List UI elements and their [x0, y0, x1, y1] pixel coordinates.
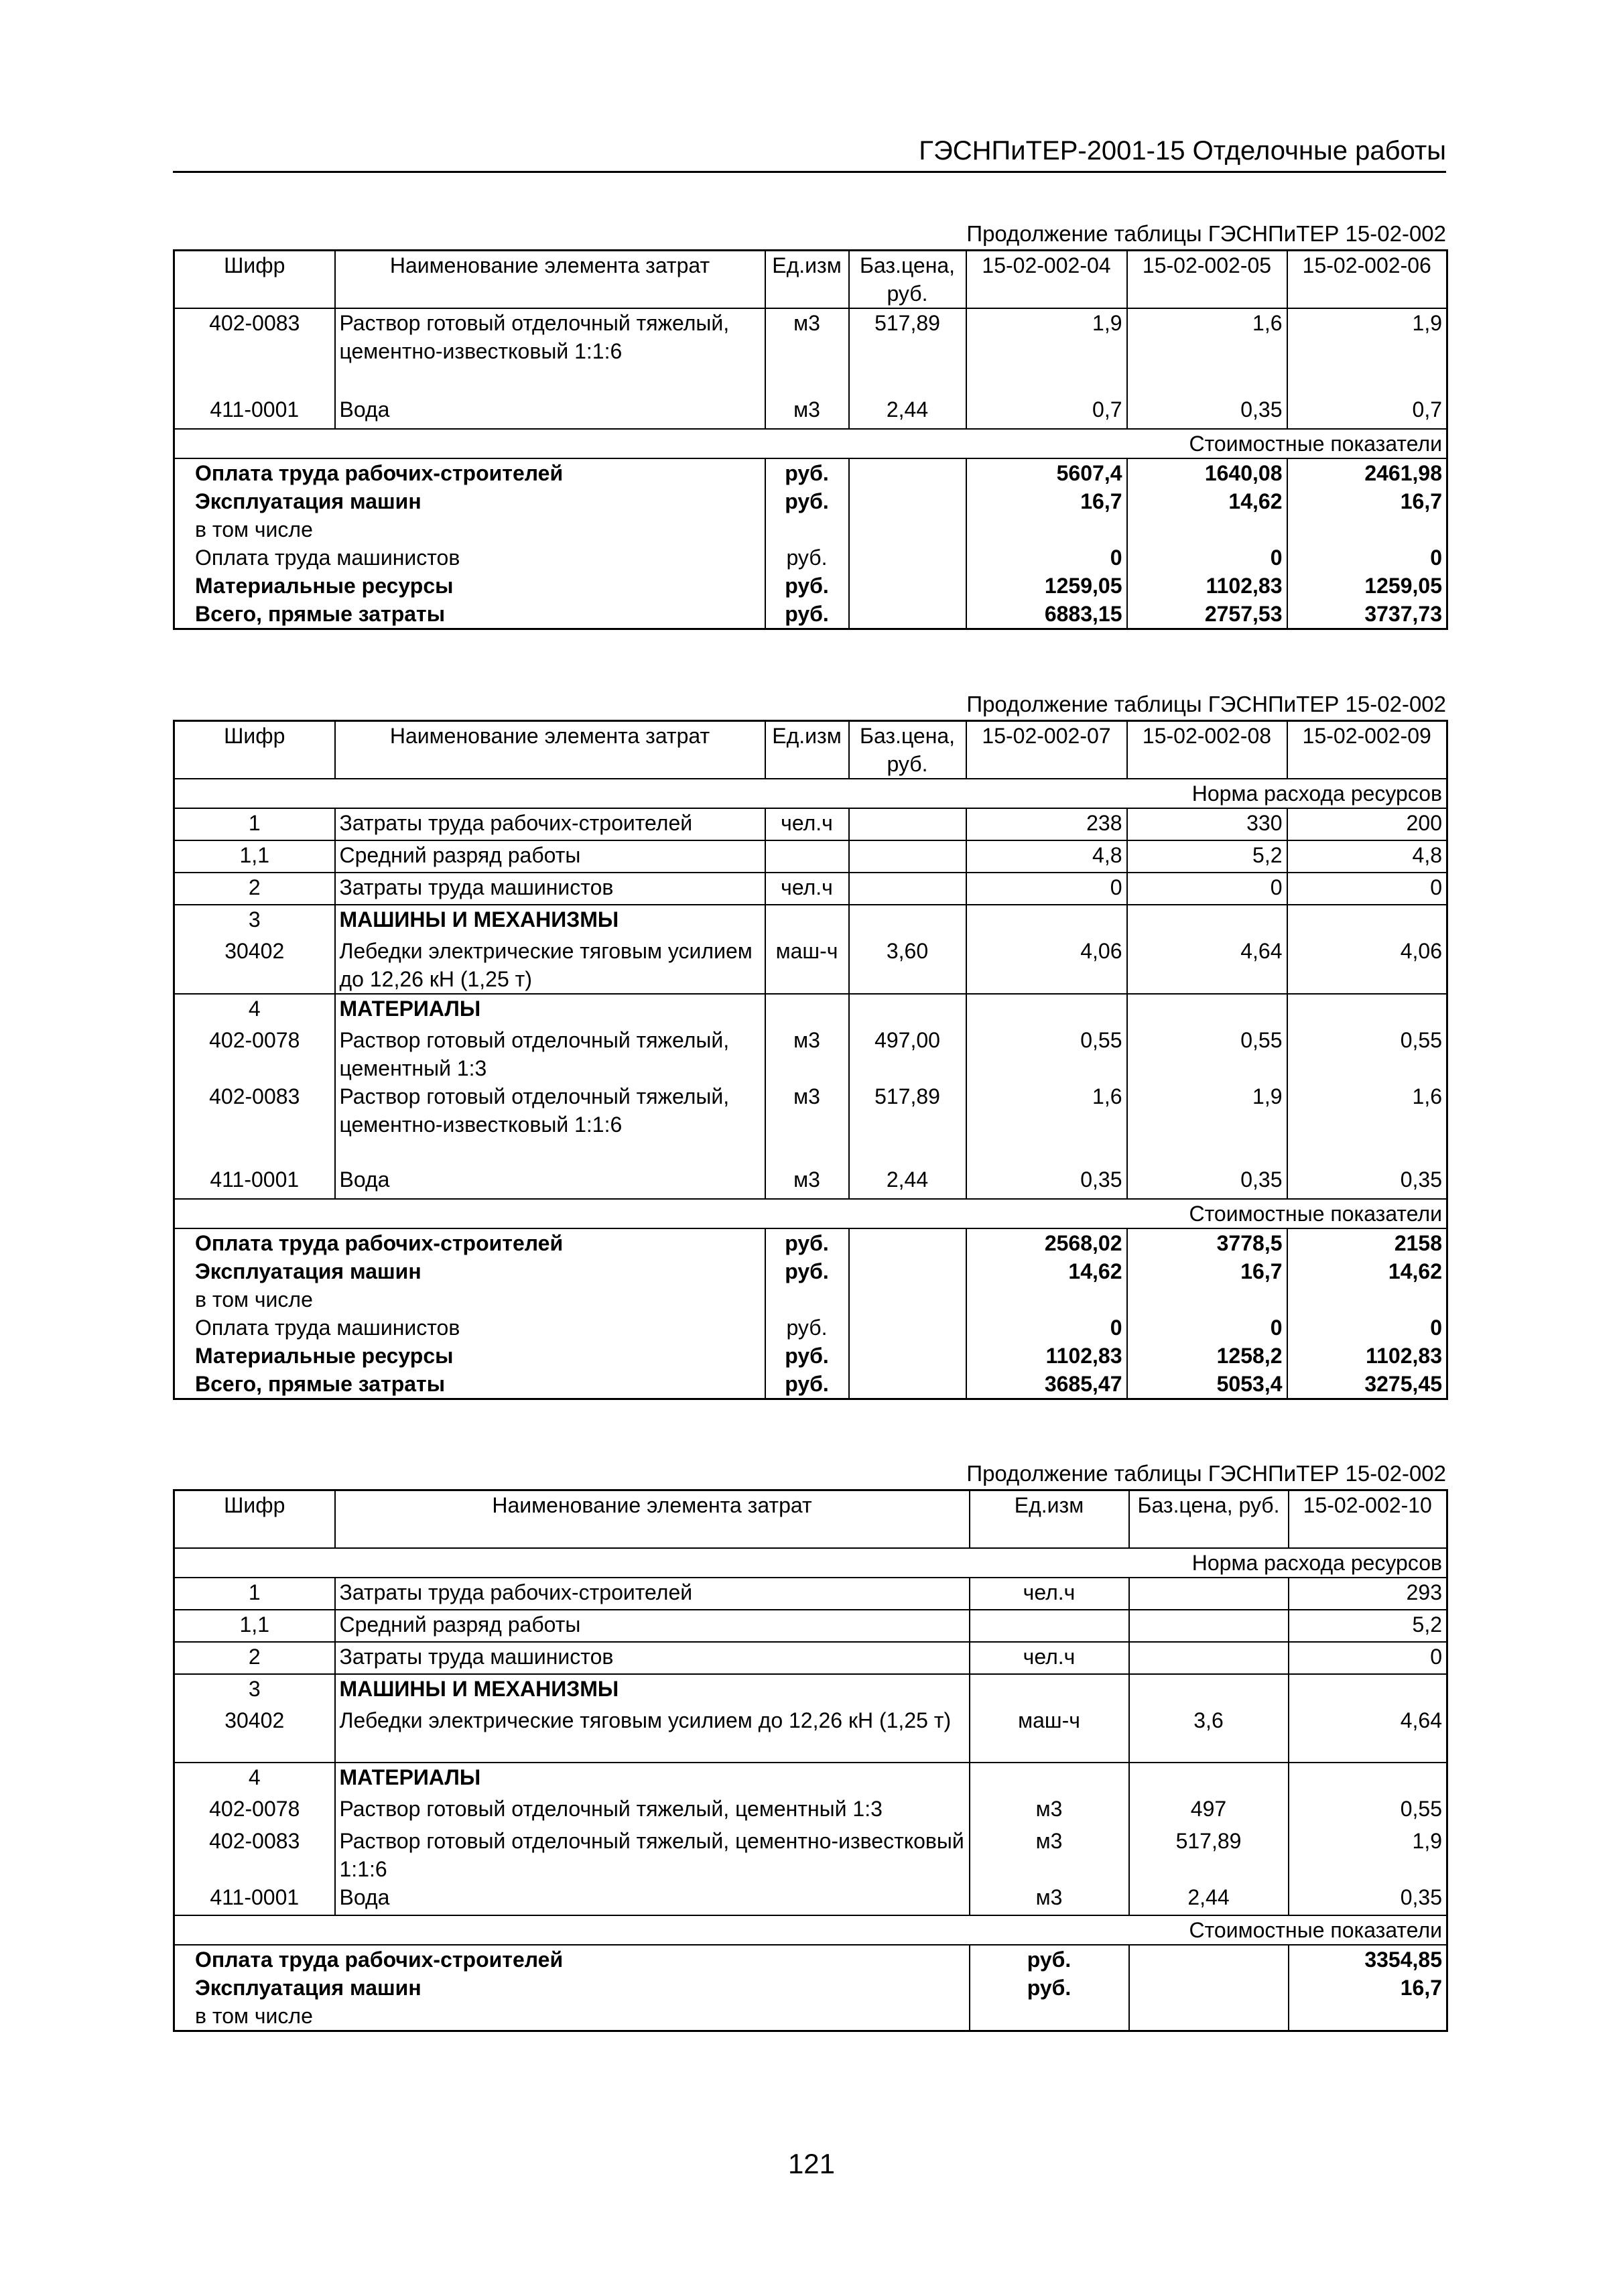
column-header-norm-code: 15-02-002-04	[966, 251, 1127, 309]
row-value	[1289, 1674, 1447, 1706]
cost-row-price	[849, 1342, 966, 1370]
cost-row-unit	[765, 1285, 849, 1314]
row-price	[1129, 1763, 1289, 1795]
column-header-norm-code: 15-02-002-07	[966, 721, 1127, 779]
resource-table-2	[173, 720, 1448, 1400]
row-value: 1,6	[1412, 1084, 1442, 1108]
row-value: 4,8	[1287, 840, 1447, 873]
section-label-cost: Стоимостные показатели	[174, 429, 1447, 458]
row-price: 517,89	[849, 1082, 966, 1165]
table-header-row	[174, 251, 1447, 309]
row-code: 402-0083	[174, 1827, 335, 1883]
table-row	[174, 873, 1447, 905]
row-value: 1,9	[966, 308, 1127, 395]
row-name: Вода	[335, 1883, 970, 1915]
row-unit	[765, 994, 849, 1026]
table-row	[174, 1674, 1447, 1706]
cost-row-value	[1127, 515, 1287, 544]
table-row	[174, 1082, 1447, 1165]
cost-row-value: 14,62	[1127, 487, 1287, 515]
row-value: 0,35	[1289, 1883, 1447, 1915]
column-header-unit: Ед.изм	[765, 721, 849, 779]
cost-row-value: 2461,98	[1364, 461, 1442, 485]
row-unit	[765, 840, 849, 873]
section-label-row	[174, 1548, 1447, 1578]
column-header-norm-code: 15-02-002-06	[1287, 251, 1447, 309]
row-value: 0,35	[1287, 1165, 1447, 1199]
row-value: 0,35	[966, 1165, 1127, 1199]
row-price	[1129, 1642, 1289, 1674]
row-value: 293	[1289, 1578, 1447, 1610]
table-row	[174, 1883, 1447, 1915]
cost-row-price	[849, 572, 966, 600]
cost-row-value: 0	[966, 544, 1127, 572]
table-row	[174, 1827, 1447, 1883]
row-value: 1,6	[966, 1082, 1127, 1165]
cost-row-name: Эксплуатация машин	[174, 487, 765, 515]
cost-row-value: 0	[1430, 1316, 1442, 1340]
cost-row	[174, 487, 1447, 515]
cost-row-price	[849, 1314, 966, 1342]
cost-row-value: 3354,85	[1364, 1948, 1442, 1972]
section-label-row	[174, 779, 1447, 808]
cost-row-value: 1102,83	[1127, 572, 1287, 600]
column-header-unit: Ед.изм	[765, 251, 849, 309]
cost-row-unit	[970, 2002, 1129, 2031]
cost-row-value: 1259,05	[1364, 574, 1442, 598]
section-label-norm: Норма расхода ресурсов	[174, 779, 1447, 808]
table-row	[174, 1795, 1447, 1827]
cost-row-price	[1129, 1974, 1289, 2002]
column-header-code: Шифр	[174, 721, 335, 779]
row-name: Затраты труда рабочих-строителей	[335, 1578, 970, 1610]
row-value: 1,9	[1412, 1829, 1442, 1853]
cost-row-value: 1259,05	[966, 572, 1127, 600]
cost-row-unit: руб.	[765, 600, 849, 629]
cost-row-name: Всего, прямые затраты	[174, 600, 765, 629]
section-label-cost: Стоимостные показатели	[174, 1915, 1447, 1945]
row-code: 4	[174, 1763, 335, 1795]
row-name: МАТЕРИАЛЫ	[335, 1763, 970, 1795]
row-price: 517,89	[849, 308, 966, 395]
table-row	[174, 1026, 1447, 1082]
row-name: Вода	[335, 395, 765, 429]
row-code: 411-0001	[174, 1165, 335, 1199]
row-code: 402-0078	[174, 1026, 335, 1082]
cost-row-value	[966, 515, 1127, 544]
row-price	[1129, 1578, 1289, 1610]
row-unit: м3	[765, 395, 849, 429]
row-name: Затраты труда рабочих-строителей	[335, 808, 765, 840]
row-code: 402-0078	[174, 1795, 335, 1827]
column-header-norm-code: 15-02-002-09	[1287, 721, 1447, 779]
cost-row-unit: руб.	[765, 572, 849, 600]
row-name: МАТЕРИАЛЫ	[335, 994, 765, 1026]
row-unit: м3	[970, 1827, 1129, 1883]
row-value: 1,6	[1127, 308, 1287, 395]
cost-row-name: Оплата труда машинистов	[174, 1314, 765, 1342]
cost-row-value: 1640,08	[1127, 458, 1287, 487]
column-header-name: Наименование элемента затрат	[335, 1490, 970, 1549]
table-row	[174, 840, 1447, 873]
cost-row-price	[1129, 2002, 1289, 2031]
cost-row-value: 0	[1127, 1314, 1287, 1342]
cost-row-price	[849, 515, 966, 544]
cost-row-value: 16,7	[966, 487, 1127, 515]
cost-row-value: 6883,15	[966, 600, 1127, 629]
row-name: Вода	[335, 1165, 765, 1199]
cost-row-price	[849, 1228, 966, 1257]
column-header-code: Шифр	[174, 251, 335, 309]
row-name: Средний разряд работы	[335, 1610, 970, 1642]
cost-row-value	[1289, 2002, 1447, 2031]
column-header-norm-code: 15-02-002-08	[1127, 721, 1287, 779]
cost-row-name: Оплата труда рабочих-строителей	[174, 458, 765, 487]
row-name: Затраты труда машинистов	[335, 873, 765, 905]
row-value: 4,64	[1289, 1706, 1447, 1763]
column-header-unit: Ед.изм	[970, 1490, 1129, 1549]
cost-row	[174, 1342, 1447, 1370]
cost-row-price	[849, 1285, 966, 1314]
row-value: 0,7	[966, 395, 1127, 429]
cost-row	[174, 1257, 1447, 1285]
row-name: Раствор готовый отделочный тяжелый, цементно-известковый 1:1:6	[335, 1082, 765, 1165]
cost-row-value: 1102,83	[1366, 1344, 1442, 1368]
cost-row	[174, 2002, 1447, 2031]
section-label-cost: Стоимостные показатели	[174, 1199, 1447, 1228]
row-price: 497,00	[849, 1026, 966, 1082]
cost-row-name: Эксплуатация машин	[174, 1257, 765, 1285]
resource-table-1	[173, 249, 1448, 630]
column-header-price: Баз.цена, руб.	[1129, 1490, 1289, 1549]
cost-row	[174, 572, 1447, 600]
resource-table-3	[173, 1489, 1448, 2032]
cost-row-price	[849, 458, 966, 487]
row-code: 411-0001	[174, 1883, 335, 1915]
row-value: 0	[1127, 873, 1287, 905]
row-value	[1287, 994, 1447, 1026]
cost-row-unit	[765, 515, 849, 544]
row-value: 200	[1287, 808, 1447, 840]
row-price: 2,44	[849, 395, 966, 429]
cost-row-name: в том числе	[174, 1285, 765, 1314]
section-label-row	[174, 429, 1447, 458]
cost-row-value	[1127, 1285, 1287, 1314]
row-value: 4,64	[1127, 937, 1287, 994]
cost-row-value: 14,62	[1388, 1259, 1442, 1283]
cost-row-value	[1287, 1285, 1447, 1314]
row-name: МАШИНЫ И МЕХАНИЗМЫ	[335, 1674, 970, 1706]
row-value: 0,55	[1400, 1797, 1442, 1821]
row-code: 30402	[174, 1706, 335, 1763]
column-header-name: Наименование элемента затрат	[335, 251, 765, 309]
cost-row-unit: руб.	[765, 1257, 849, 1285]
cost-row-name: в том числе	[174, 2002, 970, 2031]
row-value: 4,06	[966, 937, 1127, 994]
cost-row-price	[849, 544, 966, 572]
row-code: 1,1	[174, 1610, 335, 1642]
row-price: 517,89	[1129, 1827, 1289, 1883]
row-price	[1129, 1610, 1289, 1642]
cost-row	[174, 515, 1447, 544]
row-unit: м3	[765, 1026, 849, 1082]
cost-row-value: 3275,45	[1364, 1372, 1442, 1396]
row-value: 0,55	[1127, 1026, 1287, 1082]
page-header: ГЭСНПиТЕР-2001-15 Отделочные работы	[173, 131, 1446, 173]
table-row	[174, 1610, 1447, 1642]
row-price	[849, 840, 966, 873]
row-price: 3,6	[1129, 1706, 1289, 1763]
cost-row-unit: руб.	[765, 544, 849, 572]
row-name: Средний разряд работы	[335, 840, 765, 873]
column-header-code: Шифр	[174, 1490, 335, 1549]
cost-row-unit: руб.	[970, 1974, 1129, 2002]
cost-row-price	[849, 1257, 966, 1285]
row-unit	[970, 1674, 1129, 1706]
row-price	[1129, 1674, 1289, 1706]
cost-row-value: 16,7	[1400, 489, 1442, 513]
row-value: 0,55	[966, 1026, 1127, 1082]
cost-row-price	[849, 1370, 966, 1399]
row-name: Раствор готовый отделочный тяжелый, цементно-известковый 1:1:6	[335, 308, 765, 395]
row-name: Лебедки электрические тяговым усилием до 12,26 кН (1,25 т)	[335, 1706, 970, 1763]
cost-row-value: 5607,4	[966, 458, 1127, 487]
table-row	[174, 1706, 1447, 1763]
row-price	[849, 808, 966, 840]
row-unit: м3	[765, 308, 849, 395]
row-name: Затраты труда машинистов	[335, 1642, 970, 1674]
row-price: 2,44	[849, 1165, 966, 1199]
cost-row-value: 16,7	[1400, 1976, 1442, 2000]
row-value	[966, 994, 1127, 1026]
cost-row-value: 1258,2	[1127, 1342, 1287, 1370]
row-code: 411-0001	[174, 395, 335, 429]
table-row	[174, 994, 1447, 1026]
section-label-row	[174, 1915, 1447, 1945]
page-number: 121	[787, 2148, 836, 2179]
cost-row-value: 3778,5	[1127, 1228, 1287, 1257]
row-code: 1	[174, 808, 335, 840]
row-value: 0,35	[1127, 1165, 1287, 1199]
cost-row	[174, 1370, 1447, 1399]
row-value: 5,2	[1127, 840, 1287, 873]
cost-row-value: 3685,47	[966, 1370, 1127, 1399]
row-value: 1,9	[1412, 311, 1442, 335]
row-value: 238	[966, 808, 1127, 840]
table-row	[174, 395, 1447, 429]
row-code: 3	[174, 905, 335, 937]
row-code: 402-0083	[174, 1082, 335, 1165]
cost-row-value: 2568,02	[966, 1228, 1127, 1257]
table-caption: Продолжение таблицы ГЭСНПиТЕР 15-02-002	[966, 1461, 1446, 1486]
row-name: Лебедки электрические тяговым усилием до 12,26 кН (1,25 т)	[335, 937, 765, 994]
row-price: 497	[1129, 1795, 1289, 1827]
cost-row-value: 0	[1430, 546, 1442, 570]
row-value: 0,7	[1287, 395, 1447, 429]
cost-row-name: Эксплуатация машин	[174, 1974, 970, 2002]
cost-row-unit: руб.	[765, 1370, 849, 1399]
table-row	[174, 308, 1447, 395]
cost-row-value: 2757,53	[1127, 600, 1287, 629]
row-price: 2,44	[1129, 1883, 1289, 1915]
row-name: Раствор готовый отделочный тяжелый, цементный 1:3	[335, 1026, 765, 1082]
cost-row	[174, 1945, 1447, 1974]
cost-row-unit: руб.	[765, 1228, 849, 1257]
cost-row	[174, 1974, 1447, 2002]
cost-row	[174, 544, 1447, 572]
row-value: 1,9	[1127, 1082, 1287, 1165]
cost-row-value	[966, 1285, 1127, 1314]
row-code: 402-0083	[174, 308, 335, 395]
row-unit: чел.ч	[970, 1578, 1129, 1610]
row-code: 3	[174, 1674, 335, 1706]
cost-row	[174, 458, 1447, 487]
row-value	[1289, 1763, 1447, 1795]
row-unit: м3	[970, 1883, 1129, 1915]
cost-row-value: 5053,4	[1127, 1370, 1287, 1399]
row-value: 5,2	[1289, 1610, 1447, 1642]
column-header-price: Баз.цена, руб.	[849, 721, 966, 779]
table-row	[174, 937, 1447, 994]
table-row	[174, 808, 1447, 840]
cost-row-name: в том числе	[174, 515, 765, 544]
cost-row-price	[1129, 1945, 1289, 1974]
cost-row-value: 16,7	[1127, 1257, 1287, 1285]
row-unit	[970, 1763, 1129, 1795]
cost-row-name: Оплата труда рабочих-строителей	[174, 1228, 765, 1257]
row-value: 0,55	[1400, 1028, 1442, 1052]
row-value	[966, 905, 1127, 937]
row-value: 0	[1289, 1642, 1447, 1674]
table-row	[174, 1642, 1447, 1674]
cost-row-value: 1102,83	[966, 1342, 1127, 1370]
row-value: 0	[1287, 873, 1447, 905]
row-name: Раствор готовый отделочный тяжелый, цементный 1:3	[335, 1795, 970, 1827]
row-code: 2	[174, 873, 335, 905]
cost-row-name: Материальные ресурсы	[174, 572, 765, 600]
cost-row-value: 0	[1127, 544, 1287, 572]
row-unit: чел.ч	[970, 1642, 1129, 1674]
cost-row	[174, 1314, 1447, 1342]
cost-row-name: Всего, прямые затраты	[174, 1370, 765, 1399]
table-row	[174, 905, 1447, 937]
table-caption: Продолжение таблицы ГЭСНПиТЕР 15-02-002	[966, 692, 1446, 716]
row-code: 1,1	[174, 840, 335, 873]
cost-row-value	[1287, 515, 1447, 544]
cost-row-unit: руб.	[765, 1342, 849, 1370]
section-label-row	[174, 1199, 1447, 1228]
table-row	[174, 1763, 1447, 1795]
cost-row-unit: руб.	[765, 487, 849, 515]
row-value	[1127, 905, 1287, 937]
row-unit: чел.ч	[765, 808, 849, 840]
cost-row-name: Оплата труда машинистов	[174, 544, 765, 572]
row-price	[849, 873, 966, 905]
cost-row-unit: руб.	[765, 458, 849, 487]
row-value: 0,35	[1127, 395, 1287, 429]
row-price	[849, 994, 966, 1026]
cost-row-price	[849, 487, 966, 515]
row-unit	[765, 905, 849, 937]
table-header-row	[174, 1490, 1447, 1549]
row-code: 4	[174, 994, 335, 1026]
column-header-norm-code: 15-02-002-10	[1289, 1490, 1447, 1549]
row-unit: маш-ч	[970, 1706, 1129, 1763]
table-header-row	[174, 721, 1447, 779]
row-unit: м3	[765, 1082, 849, 1165]
cost-row-value: 3737,73	[1364, 602, 1442, 626]
row-value: 0	[966, 873, 1127, 905]
row-value: 4,06	[1287, 937, 1447, 994]
row-code: 1	[174, 1578, 335, 1610]
cost-row-unit: руб.	[970, 1945, 1129, 1974]
cost-row-name: Оплата труда рабочих-строителей	[174, 1945, 970, 1974]
cost-row	[174, 600, 1447, 629]
row-code: 30402	[174, 937, 335, 994]
row-unit	[970, 1610, 1129, 1642]
cost-row-unit: руб.	[765, 1314, 849, 1342]
row-unit: чел.ч	[765, 873, 849, 905]
table-caption: Продолжение таблицы ГЭСНПиТЕР 15-02-002	[966, 221, 1446, 246]
cost-row-value: 14,62	[966, 1257, 1127, 1285]
row-unit: м3	[970, 1795, 1129, 1827]
row-value	[1287, 905, 1447, 937]
row-value: 4,8	[966, 840, 1127, 873]
column-header-norm-code: 15-02-002-05	[1127, 251, 1287, 309]
row-price: 3,60	[849, 937, 966, 994]
row-name: Раствор готовый отделочный тяжелый, цементно-известковый 1:1:6	[335, 1827, 970, 1883]
row-unit: м3	[765, 1165, 849, 1199]
row-code: 2	[174, 1642, 335, 1674]
row-value: 330	[1127, 808, 1287, 840]
column-header-price: Баз.цена, руб.	[849, 251, 966, 309]
row-name: МАШИНЫ И МЕХАНИЗМЫ	[335, 905, 765, 937]
row-unit: маш-ч	[765, 937, 849, 994]
cost-row-name: Материальные ресурсы	[174, 1342, 765, 1370]
cost-row-value: 2158	[1394, 1231, 1442, 1255]
cost-row	[174, 1228, 1447, 1257]
row-price	[849, 905, 966, 937]
cost-row-value: 0	[966, 1314, 1127, 1342]
section-label-norm: Норма расхода ресурсов	[174, 1548, 1447, 1578]
column-header-name: Наименование элемента затрат	[335, 721, 765, 779]
row-value	[1127, 994, 1287, 1026]
cost-row	[174, 1285, 1447, 1314]
table-row	[174, 1165, 1447, 1199]
cost-row-price	[849, 600, 966, 629]
table-row	[174, 1578, 1447, 1610]
